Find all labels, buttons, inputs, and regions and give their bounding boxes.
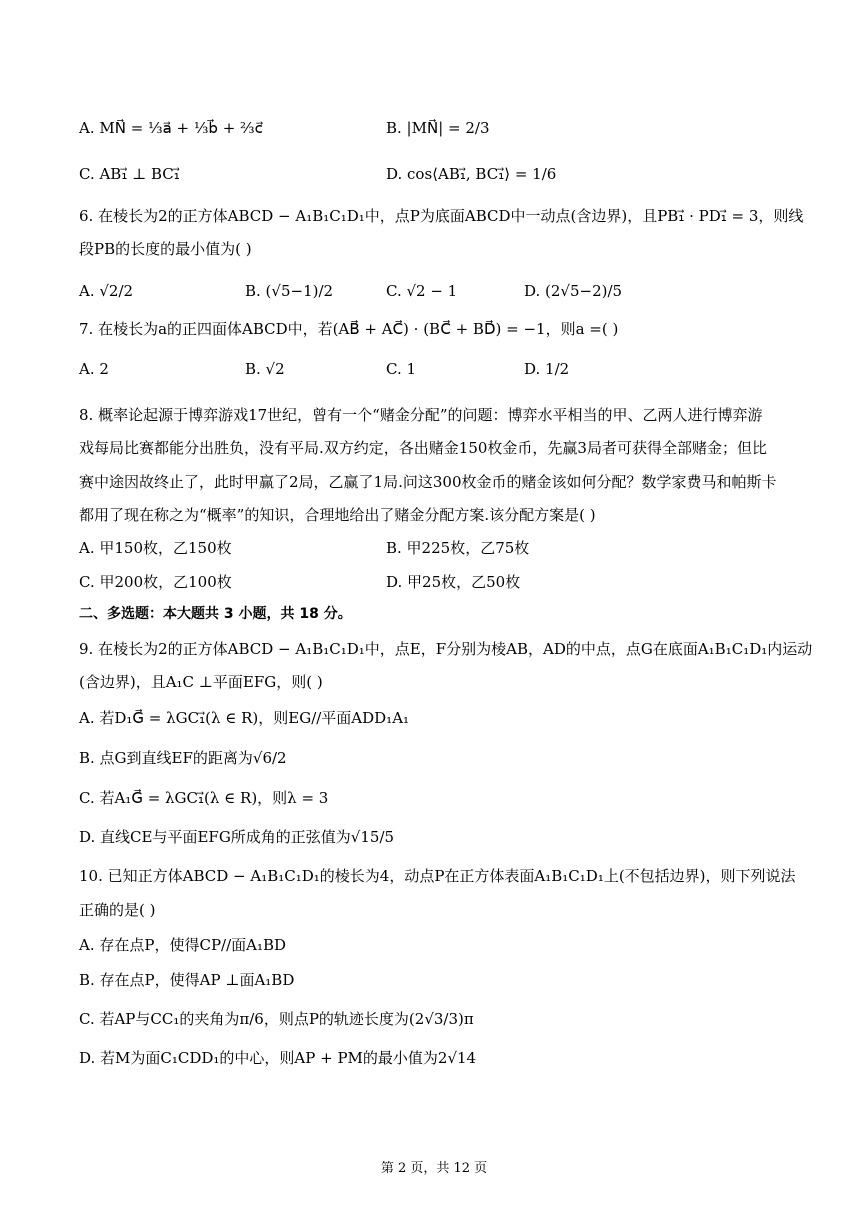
q10-option-c: C. 若AP与CC₁的夹角为π/6，则点P的轨迹长度为(2√3/3)π xyxy=(79,1010,474,1028)
q9-option-b: B. 点G到直线EF的距离为√6/2 xyxy=(79,749,287,767)
q8-stem-line1: 8. 概率论起源于博弈游戏17世纪，曾有一个“赌金分配”的问题：博弈水平相当的甲、乙两人进行博弈游 xyxy=(79,406,763,424)
q7-option-d: D. 1/2 xyxy=(524,360,570,378)
q8-stem-line4: 都用了现在称之为“概率”的知识，合理地给出了赌金分配方案.该分配方案是( ) xyxy=(79,506,596,524)
q8-stem-line2: 戏每局比赛都能分出胜负，没有平局.双方约定，各出赌金150枚金币，先赢3局者可获得全部赌金；但比 xyxy=(79,439,767,457)
q5-option-c: C. AB₁⃗ ⊥ BC₁⃗ xyxy=(79,165,180,183)
q5-option-b: B. |MN⃗| = 2/3 xyxy=(386,119,490,137)
section-title-multiple-choice: 二、多选题：本大题共 3 小题，共 18 分。 xyxy=(79,606,352,622)
q9-stem-line2: (含边界)，且A₁C ⊥平面EFG，则( ) xyxy=(79,673,323,691)
q6-option-c: C. √2 − 1 xyxy=(386,282,458,300)
q7-option-b: B. √2 xyxy=(245,360,285,378)
q10-option-b: B. 存在点P，使得AP ⊥面A₁BD xyxy=(79,971,295,989)
q6-stem-line1: 6. 在棱长为2的正方体ABCD − A₁B₁C₁D₁中，点P为底面ABCD中一动点(含边界)，且PB₁⃗ · PD₁⃗ = 3，则线 xyxy=(79,207,804,225)
q8-option-a: A. 甲150枚，乙150枚 xyxy=(79,539,232,557)
q9-option-c: C. 若A₁G⃗ = λGC₁⃗(λ ∈ R)，则λ = 3 xyxy=(79,789,329,807)
q10-stem-line2: 正确的是( ) xyxy=(79,901,156,919)
q5-option-d: D. cos⟨AB₁⃗, BC₁⃗⟩ = 1/6 xyxy=(386,165,557,183)
q8-option-d: D. 甲25枚，乙50枚 xyxy=(386,573,521,591)
q7-option-a: A. 2 xyxy=(79,360,109,378)
q8-stem-line3: 赛中途因故终止了，此时甲赢了2局，乙赢了1局.问这300枚金币的赌金该如何分配？数学家费马和帕斯卡 xyxy=(79,473,777,491)
q6-option-a: A. √2/2 xyxy=(79,282,134,300)
q10-option-a: A. 存在点P，使得CP//面A₁BD xyxy=(79,936,287,954)
q9-stem-line1: 9. 在棱长为2的正方体ABCD − A₁B₁C₁D₁中，点E，F分别为棱AB，AD的中点，点G在底面A₁B₁C₁D₁内运动 xyxy=(79,640,813,658)
q8-option-b: B. 甲225枚，乙75枚 xyxy=(386,539,530,557)
q6-option-d: D. (2√5−2)/5 xyxy=(524,282,623,300)
q6-option-b: B. (√5−1)/2 xyxy=(245,282,334,300)
q7-option-c: C. 1 xyxy=(386,360,417,378)
q8-option-c: C. 甲200枚，乙100枚 xyxy=(79,573,232,591)
q9-option-d: D. 直线CE与平面EFG所成角的正弦值为√15/5 xyxy=(79,828,395,846)
q7-stem: 7. 在棱长为a的正四面体ABCD中，若(AB⃗ + AC⃗) · (BC⃗ + BD⃗) = −1，则a =( ) xyxy=(79,320,619,338)
q10-option-d: D. 若M为面C₁CDD₁的中心，则AP + PM的最小值为2√14 xyxy=(79,1049,477,1067)
q10-stem-line1: 10. 已知正方体ABCD − A₁B₁C₁D₁的棱长为4，动点P在正方体表面A₁B₁C₁D₁上(不包括边界)，则下列说法 xyxy=(79,867,796,885)
q6-stem-line2: 段PB的长度的最小值为( ) xyxy=(79,240,252,258)
q9-option-a: A. 若D₁G⃗ = λGC₁⃗(λ ∈ R)，则EG//平面ADD₁A₁ xyxy=(79,709,410,727)
page-footer: 第 2 页，共 12 页 xyxy=(380,1161,488,1176)
q5-option-a: A. MN⃗ = ⅓a⃗ + ⅓b⃗ + ⅔c⃗ xyxy=(79,119,263,137)
